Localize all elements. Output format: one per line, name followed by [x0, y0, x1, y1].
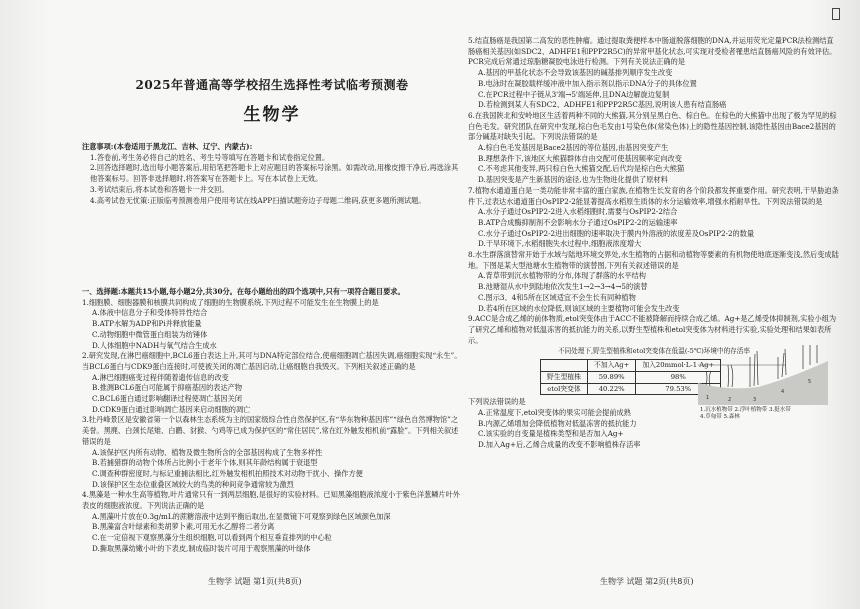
question-stem: 1.细胞膜、细胞器膜和核膜共同构成了细胞的生物膜系统,下列过程不可能发生在生物膜上的是: [82, 297, 379, 307]
figure-caption-line: 4.草甸带 5.森林: [700, 414, 740, 420]
question-option: D.CDK9蛋白通过影响凋亡基因来启动细胞的凋亡: [92, 404, 251, 414]
question-option: B.池塘湿从水中到陆地依次发生1→2→3→4→5的演替: [478, 282, 648, 292]
question-option: B.电泳时在凝胶载样缓冲液中加入指示剂以指示DNA分子的具体位置: [478, 78, 697, 88]
table-cell: 59.89%: [587, 371, 635, 383]
question-stem: 4.黑藻是一种水生高等植物,叶片通常只有一到两层细胞,是很好的实验材料。已知黑藻细胞液浓度小于紫色洋葱鳞片叶外表皮的细胞液浓度。下列说法正确的是: [82, 490, 460, 511]
question-option: B.若捕猎群的动物个体所占比例小于老年个体,则其年龄结构属于衰退型: [92, 458, 318, 468]
question-option: C.调查种群密度时,与标记重捕法相比,红外触发相机拍照技术对动物干扰小、操作方便: [92, 468, 363, 478]
question-3: [82, 415, 462, 490]
survival-table: [540, 359, 721, 395]
question-option: A.该保护区内所有动物、植物及微生物所含的全部基因构成了生物多样性: [92, 447, 323, 457]
footer-left: 生物学 试题 第1页(共8页): [208, 577, 302, 586]
table-header-cell: 加入20mmol·L-1 Ag+: [636, 360, 721, 372]
section-one: [82, 287, 462, 555]
subject-title: 生物学: [243, 105, 301, 125]
question-option: D.人体细胞中NADH与氧气结合生成水: [92, 340, 217, 350]
question-option: C.水分子通过OsPIP2-2进出细胞的速率取决于膜内外溶液的浓度差及OsPIP2-2的数量: [478, 228, 755, 238]
footer-right: 生物学 试题 第2页(共8页): [600, 577, 694, 586]
question-option: B.ATP合成酶抑制剂不会影响水分子通过OsPIP2-2的运输速率: [478, 217, 678, 227]
question-option: C.不考虑其他变异,两只棕白色大熊猫交配,后代均是棕白色大熊猫: [478, 164, 685, 174]
svg-text:4: 4: [781, 389, 785, 395]
svg-text:1: 1: [706, 395, 710, 401]
question-1: [82, 298, 462, 352]
question-option: D.若检测到某人有SDC2、ADHFE1和PPP2R5C基因,说明该人患有结直肠癌: [478, 100, 727, 110]
question-4: [82, 490, 462, 554]
question-option: C.图示3、4和5所在区域适宜不会生长有同种植物: [478, 292, 636, 302]
table-header-row: [541, 360, 721, 372]
notice-item: 4.高考试卷无忧策:正版临考预测卷用户使用考试在线APP扫描试题旁边子母题二维码,获更多题所测试题。: [90, 195, 426, 205]
question-stem: 5.结直肠癌是我国第二高发的恶性肿瘤。通过提取粪便样本中肠道脱落细胞的DNA,并运用荧光定量PCR法检测结直肠癌相关基因(如SDC2、ADHFE1和PPP2R5C)的异常甲基化状态,可实现对受检者罹患结直肠癌风险的有效评估。PCR完成后常通过琼脂糖凝胶电泳进行检测。下列有关说法正确的是: [468, 36, 837, 67]
svg-text:2: 2: [728, 397, 732, 403]
question-option: A.基因的甲基化状态不会导致该基因的碱基排列顺序发生改变: [478, 68, 673, 78]
notice-item: 3.考试结束后,将本试卷和答题卡一并交回。: [90, 184, 229, 194]
question-option: C.BCL6蛋白通过影响翻译过程使凋亡基因关闭: [92, 394, 242, 404]
question-option: A.黑藻叶片放在0.3g/mL的蔗糖溶液中达到平衡后取出,在显微镜下可观察到绿色区域颜色加深: [92, 511, 391, 521]
question-option: A.水分子通过OsPIP2-2进入水稻细胞时,需要与OsPIP2-2结合: [478, 207, 678, 217]
table-row: [541, 371, 721, 383]
question-stem: 8.水生群落演替常开始于水域与陆地环境交界处,水生植物的占据和动植物等要素的有机物使地底逐渐变浅,然后变成陆地。下图是某大型池塘水生植物带的演替图,下列有关叙述错误的是: [468, 250, 839, 270]
page-corner-mark: [832, 8, 840, 20]
table-cell: 野生型植株: [541, 371, 588, 383]
table-header-cell: 不加入Ag+: [587, 360, 635, 372]
figure-caption: [700, 407, 830, 421]
question-option: B.推测BCL6蛋白可能属于抑癌基因的表达产物: [92, 383, 243, 393]
question-stem: 2.研究发现,在淋巴癌细胞中,BCL6蛋白表达上升,其可与DNA特定部位结合,使癌细胞凋亡基因失调,癌细胞实现“永生”。当BCL6蛋白与CDK9蛋白连接时,可使被关闭的凋亡基因启动,让癌细胞自我毁灭。下列相关叙述正确的是: [82, 351, 462, 371]
question-option: D.加入Ag+后,乙烯合成量的改变不影响植株存活率: [478, 440, 641, 450]
notice-item: 1.答卷前,考生务必将自己的姓名、考生号等填写在答题卡和试卷指定位置。: [90, 152, 330, 162]
question-option: D.若4所在区域的水位降低,则该区域的主要植物可能会发生改变: [478, 303, 680, 313]
table-header-cell: [541, 360, 588, 372]
plant-1: [706, 371, 711, 386]
plant-3: [750, 351, 758, 387]
question-option: B.ATP水解为ADP和Pi并释放能量: [92, 319, 202, 329]
svg-text:5: 5: [808, 379, 812, 385]
table-cell: etol突变体: [541, 383, 588, 395]
question-6: [468, 111, 840, 186]
question-option: D.该保护区生态位重叠区域较大的鸟类的种间竞争通常较为激烈: [92, 479, 294, 489]
plant-5: [803, 345, 817, 369]
question-stem: 7.植物水通道蛋白是一类功能非常丰富的蛋白家族,在植物生长发育的各个阶段都发挥重要作用。研究表明,干旱胁迫条件下,过表达水通道蛋白OsPIP2-2能显著提高水稻原生质体的水分运输效率,增强水稻耐旱性。下列说法错误的是: [468, 185, 839, 206]
question-option: A.棕白色毛发基因是Bace2基因的等位基因,由基因突变产生: [478, 143, 669, 153]
figure-caption-line: 1.沉水植物带 2.浮叶植物带 3.挺水带: [700, 407, 791, 413]
notice-block: [82, 142, 462, 206]
question-option: C.该实验的自变量是植株类型和是否加入Ag+: [478, 429, 624, 439]
table-title: 不同处理下,野生型植株和etol突变体在低温(-5℃)环境中的存活率: [558, 347, 750, 356]
question-option: A.正常温度下,etol突变体的果实可能会提前成熟: [478, 407, 631, 417]
notice-heading: 注意事项:(本卷适用于黑龙江、吉林、辽宁、内蒙古):: [82, 142, 253, 151]
question-option: A.体液中信息分子和受体特异性结合: [92, 308, 208, 318]
question-5: [468, 36, 840, 111]
question-option: A.背草带到沉水植物带的分布,体现了群落的水平结构: [478, 271, 646, 281]
question-8: [468, 250, 839, 314]
question-stem: 6.在我国陕北和安岭地区生活着两种不同的大熊猫,其分别呈黑白色、棕白色。在棕色的大熊猫中出现了极为罕见的棕白色毛发。研究团队在研究中发现,棕白色毛发由1号染色体(常染色体)上的隐性基因控制,该隐性基因由Bace2基因的部分碱基对缺失引起。下列说法错误的是: [468, 110, 837, 142]
section-heading: 一、选择题:本题共15小题,每小题2分,共30分。在每小题给出的四个选项中,只有一项符合题目要求。: [82, 287, 405, 296]
question-option: B.内源乙烯增加会降低植物对低温冻害的抵抗能力: [478, 418, 637, 428]
table-row: [541, 383, 721, 395]
question-option: B.黑藻富含叶绿素和类胡萝卜素,可用无水乙醇将二者分离: [92, 522, 275, 532]
question-option: D.撕取黑藻幼嫩小叶的下表皮,制成临时装片可用于观察黑藻的叶绿体: [92, 543, 311, 553]
question-stem: 9.ACC是合成乙烯的前体物质,etol突变体由于ACC不能被降解而持续合成乙烯。Ag+是乙烯受体抑制剂,实验小组为了研究乙烯和植物对低温冻害的抵抗能力的关系,以野生型植株和etol突变体为材料进行实验,实验处理和结果如表所示。: [468, 314, 837, 345]
table-cell: 79.53%: [636, 383, 721, 395]
pond-succession-figure: [698, 343, 828, 405]
table-cell: 40.22%: [587, 383, 635, 395]
question-2: [82, 351, 462, 415]
question-option: C.在一定倍视下观察黑藻分生组织细胞,可以看到两个相互垂直排列的中心粒: [92, 533, 332, 543]
exam-title: 2025年普通高等学校招生选择性考试临考预测卷: [135, 78, 409, 92]
svg-text:3: 3: [753, 397, 757, 403]
question-stem: 下列说法错误的是: [468, 397, 526, 407]
question-7: [468, 186, 840, 250]
question-stem: 3.牡丹峰景区是安徽省第一个以森林生态系统为主的国家级综合性自然保护区,有“华东物种基因库”“绿色自然博物馆”之美誉。黑麂、白颈长尾雉、白鹳、豺猴、勺鸡等已成为保护区的“常住居民”,常在红外触发相机前“露脸”。下列相关叙述错误的是: [82, 415, 459, 446]
question-option: A.淋巴细胞癌变过程伴随着遗传信息的改变: [92, 372, 229, 382]
question-option: C.在PCR过程中子链从3'端→5'端延伸,且DNA边解旋边复制: [478, 89, 670, 99]
plant-2: [728, 365, 733, 387]
question-option: D.基因突变是产生新基因的途径,也为生物进化提供了原材料: [478, 175, 668, 185]
notice-item: 2.回答选择题时,选出每小题答案后,用铅笔把答题卡上对应题目的答案标号涂黑。如需改动,用橡皮擦干净后,再选涂其他答案标号。回答非选择题时,将答案写在答题卡上。写在本试卷上无效。: [90, 163, 459, 184]
table-cell: 98%: [636, 371, 721, 383]
question-option: B.理想条件下,该地区大熊猫群体自由交配可使基因频率定向改变: [478, 153, 682, 163]
question-option: C.动物细胞中微管蛋白组装为纺锤体: [92, 329, 208, 339]
question-option: D.干旱环境下,水稻细胞失水过程中,细胞液浓度增大: [478, 239, 642, 249]
plant-4: [778, 349, 786, 379]
